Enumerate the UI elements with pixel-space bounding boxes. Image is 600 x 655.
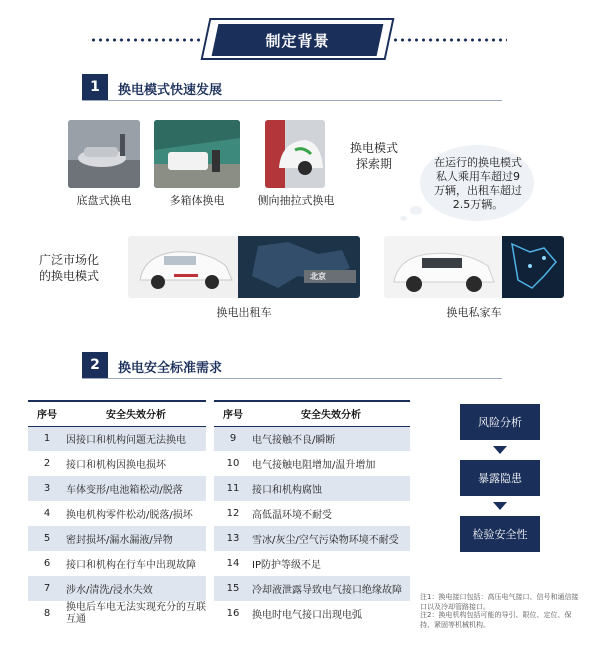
table-row xyxy=(214,551,410,576)
swap-taxi-caption: 换电出租车 xyxy=(216,306,272,319)
row-number: 12 xyxy=(226,508,240,519)
stats-bubble-text: 在运行的换电模式私人乘用车超过9万辆，出租车超过2.5万辆。 xyxy=(434,156,522,211)
explore-period-label: 换电模式 探索期 xyxy=(349,141,398,171)
row-text: 雪冰/灰尘/空气污染物环境不耐受 xyxy=(252,526,410,551)
row-number: 6 xyxy=(43,558,51,569)
row-text: 电气接触电阻增加/温升增加 xyxy=(252,460,376,471)
row-text: 涉水/清洗/浸水失效 xyxy=(66,576,206,601)
swap-private-car-photo xyxy=(384,236,564,298)
table-row xyxy=(214,451,410,476)
bubble-tail-2 xyxy=(400,216,407,221)
section2-title: 换电安全标准需求 xyxy=(118,361,223,376)
chassis-swap-photo xyxy=(68,120,140,188)
left-header-no: 序号 xyxy=(28,402,66,426)
row-number: 8 xyxy=(43,608,51,619)
table-row xyxy=(214,476,410,501)
row-text: 高低温环境不耐受 xyxy=(252,510,332,521)
bubble-tail-1 xyxy=(410,206,422,215)
header-dots-left xyxy=(90,38,200,42)
row-text: 接口和机构因换电损坏 xyxy=(66,460,166,471)
row-text: 因接口和机构问题无法换电 xyxy=(66,426,206,451)
multi-box-swap-photo xyxy=(154,120,240,188)
row-number: 4 xyxy=(43,508,51,519)
section1-divider xyxy=(82,100,502,101)
flow-step-expose-hazards: 暴露隐患 xyxy=(460,460,540,496)
row-number: 16 xyxy=(226,608,240,619)
table-row xyxy=(28,576,206,601)
table-row xyxy=(28,451,206,476)
row-text: 密封损坏/漏水漏液/异物 xyxy=(66,526,206,551)
side-pull-swap-caption: 侧向抽拉式换电 xyxy=(257,194,335,207)
row-number: 15 xyxy=(214,576,252,601)
section2-divider xyxy=(82,378,502,379)
market-mode-label: 广泛市场化 的换电模式 xyxy=(38,253,99,283)
section2-number: 2 xyxy=(82,352,108,378)
table-row xyxy=(28,526,206,551)
row-number: 13 xyxy=(214,526,252,551)
header-dots-right xyxy=(392,38,507,42)
failure-table-left xyxy=(28,402,206,626)
row-text: IP防护等级不足 xyxy=(252,560,321,571)
table-row xyxy=(28,501,206,526)
right-header-no: 序号 xyxy=(214,402,252,426)
row-text: 换电后车电无法实现充分的互联互通 xyxy=(66,601,206,625)
section1-title: 换电模式快速发展 xyxy=(118,83,223,98)
table-row xyxy=(28,476,206,501)
row-number: 10 xyxy=(226,458,240,469)
swap-taxi-photo xyxy=(128,236,360,298)
right-header-analysis: 安全失效分析 xyxy=(252,402,410,426)
taxi-city-badge: 北京 xyxy=(310,272,326,281)
table-row xyxy=(28,601,206,626)
row-number: 1 xyxy=(28,426,66,451)
flow-step-risk-analysis: 风险分析 xyxy=(460,404,540,440)
side-pull-swap-photo xyxy=(265,120,325,188)
row-text: 电气接触不良/瞬断 xyxy=(252,426,410,451)
note-1: 注1：换电接口包括：高压电气接口、信号和通信接口以及冷却管路接口。 xyxy=(420,593,579,611)
row-number: 2 xyxy=(43,458,51,469)
section1-number: 1 xyxy=(82,74,108,100)
note-2: 注2：换电机构包括可能的导引、限位、定位、保持、紧固等机械机构。 xyxy=(420,611,572,629)
row-text: 车体变形/电池箱松动/脱落 xyxy=(66,476,206,501)
row-text: 换电机构零件松动/脱落/损坏 xyxy=(66,510,193,521)
row-text: 接口和机构在行车中出现故障 xyxy=(66,560,196,571)
failure-table-right xyxy=(214,402,410,626)
row-number: 3 xyxy=(28,476,66,501)
swap-private-car-caption: 换电私家车 xyxy=(446,306,502,319)
flow-step-verify-safety: 检验安全性 xyxy=(460,516,540,552)
table-row xyxy=(28,551,206,576)
table-row xyxy=(214,526,410,551)
row-text: 接口和机构腐蚀 xyxy=(252,476,410,501)
table-row xyxy=(214,501,410,526)
left-header-analysis: 安全失效分析 xyxy=(66,402,206,426)
row-text: 换电时电气接口出现电弧 xyxy=(252,610,362,621)
multi-box-swap-caption: 多箱体换电 xyxy=(169,194,225,207)
table-row xyxy=(214,601,410,626)
row-number: 9 xyxy=(214,426,252,451)
table-row xyxy=(28,426,206,451)
row-number: 14 xyxy=(226,558,240,569)
flow-arrow-down-icon xyxy=(493,502,507,510)
row-text: 冷却液泄露导致电气接口绝缘故障 xyxy=(252,576,410,601)
row-number: 7 xyxy=(28,576,66,601)
chassis-swap-caption: 底盘式换电 xyxy=(76,194,132,207)
row-number: 11 xyxy=(214,476,252,501)
page-title: 制定背景 xyxy=(265,31,330,50)
row-number: 5 xyxy=(28,526,66,551)
flow-arrow-down-icon xyxy=(493,446,507,454)
table-row xyxy=(214,576,410,601)
table-row xyxy=(214,426,410,451)
